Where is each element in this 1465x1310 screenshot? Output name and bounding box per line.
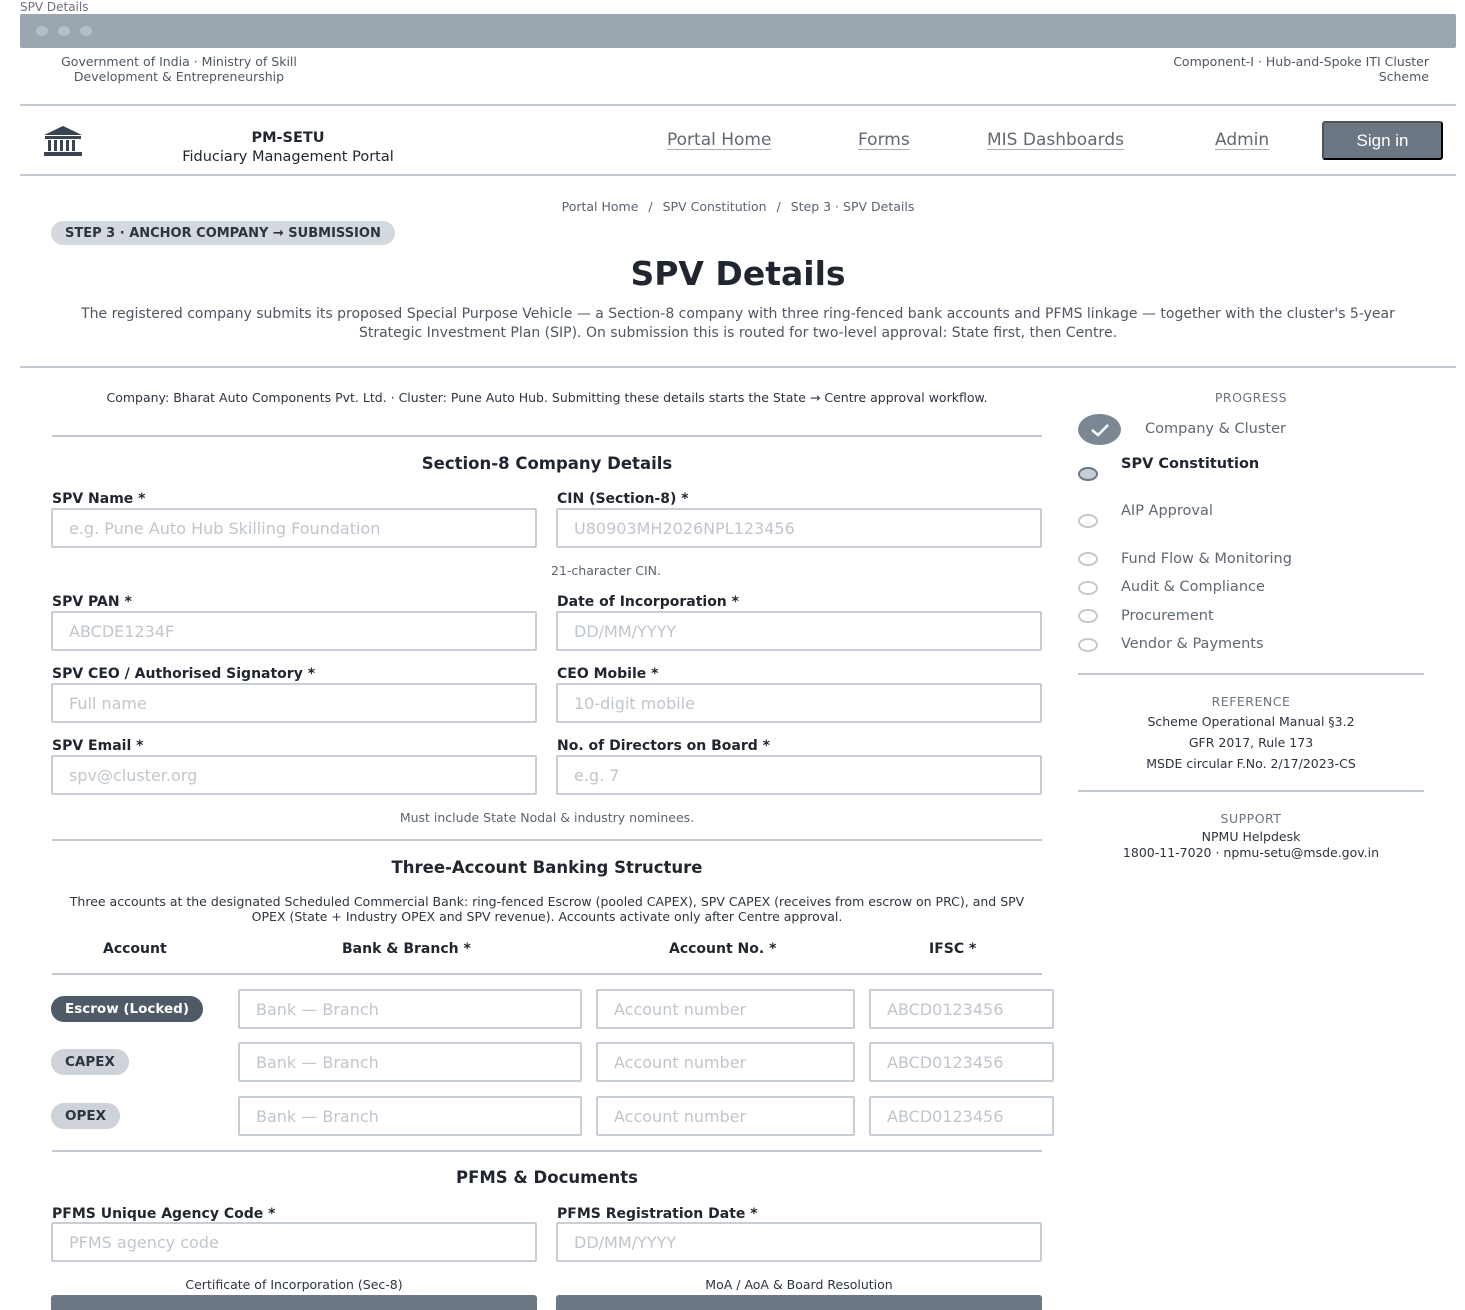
- brand-subtitle: Fiduciary Management Portal: [182, 149, 394, 165]
- account-pill-capex: CAPEX: [51, 1049, 129, 1075]
- window-titlebar: [20, 14, 1456, 48]
- breadcrumb-current: Step 3 · SPV Details: [790, 199, 915, 214]
- reference-title: REFERENCE: [1211, 694, 1291, 709]
- opex-bank-input[interactable]: [238, 1096, 582, 1136]
- spv-email-label: SPV Email *: [52, 738, 144, 754]
- cin-label: CIN (Section-8) *: [557, 491, 689, 507]
- ceo-mobile-input[interactable]: [556, 683, 1042, 723]
- pan-input[interactable]: [51, 611, 537, 651]
- account-pill-escrow: Escrow (Locked): [51, 996, 203, 1022]
- pending-step-icon: [1078, 514, 1098, 528]
- sidebar-divider: [1078, 790, 1424, 792]
- header-divider: [20, 104, 1456, 106]
- progress-step-procurement[interactable]: Procurement: [1121, 608, 1214, 624]
- col-account: Account: [103, 941, 167, 957]
- window-dot-close[interactable]: [36, 26, 48, 36]
- ceo-input[interactable]: [51, 683, 537, 723]
- page-title: SPV Details: [630, 254, 846, 293]
- progress-step-vendor[interactable]: Vendor & Payments: [1121, 636, 1264, 652]
- progress-step-spv[interactable]: SPV Constitution: [1121, 456, 1260, 472]
- banking-intro: Three accounts at the designated Scheduled Commercial Bank: ring-fenced Escrow (pooled CAPEX), SPV CAPEX (receives from escrow on PRC), and SPV OPEX (State + Industry OPEX and SPV revenue). Accounts activate only after Centre approval.: [69, 894, 1025, 924]
- capex-bank-input[interactable]: [238, 1042, 582, 1082]
- breadcrumb-separator: /: [648, 199, 653, 214]
- pfms-date-label: PFMS Registration Date *: [557, 1206, 758, 1222]
- step-badge: STEP 3 · ANCHOR COMPANY → SUBMISSION: [51, 221, 395, 245]
- reference-item: Scheme Operational Manual §3.2: [1147, 714, 1355, 729]
- progress-title: PROGRESS: [1214, 390, 1288, 405]
- directors-label: No. of Directors on Board *: [557, 738, 770, 754]
- reference-item: MSDE circular F.No. 2/17/2023-CS: [1146, 756, 1356, 771]
- sidebar-divider: [1078, 673, 1424, 675]
- progress-step-aip[interactable]: AIP Approval: [1121, 503, 1213, 519]
- account-pill-opex: OPEX: [51, 1103, 120, 1129]
- pfms-heading: PFMS & Documents: [456, 1168, 638, 1187]
- banking-heading: Three-Account Banking Structure: [391, 858, 703, 877]
- ceo-mobile-label: CEO Mobile *: [557, 666, 659, 682]
- pending-step-icon: [1078, 638, 1098, 652]
- escrow-ifsc-input[interactable]: [869, 989, 1054, 1029]
- pending-step-icon: [1078, 609, 1098, 623]
- support-block: [1078, 829, 1424, 861]
- opex-account-input[interactable]: [596, 1096, 855, 1136]
- upload-incorporation-button[interactable]: [51, 1295, 537, 1310]
- pfms-code-label: PFMS Unique Agency Code *: [52, 1206, 276, 1222]
- escrow-bank-input[interactable]: [238, 989, 582, 1029]
- progress-step-company[interactable]: Company & Cluster: [1145, 421, 1286, 437]
- scheme-text: Component-I · Hub-and-Spoke ITI Cluster Scheme: [1173, 54, 1429, 84]
- reference-list: [1078, 711, 1424, 774]
- window-dot-maximize[interactable]: [80, 26, 92, 36]
- doc-moa-label: MoA / AoA & Board Resolution: [705, 1277, 893, 1292]
- capex-ifsc-input[interactable]: [869, 1042, 1054, 1082]
- table-header-divider: [52, 973, 1042, 975]
- ministry-text: Government of India · Ministry of Skill Development & Entrepreneurship: [61, 54, 297, 84]
- opex-ifsc-input[interactable]: [869, 1096, 1054, 1136]
- directors-helper: Must include State Nodal & industry nominees.: [399, 810, 695, 825]
- pending-step-icon: [1078, 581, 1098, 595]
- spv-email-input[interactable]: [51, 755, 537, 795]
- pending-step-icon: [1078, 552, 1098, 566]
- incorporation-date-label: Date of Incorporation *: [557, 594, 739, 610]
- intro-divider: [20, 366, 1456, 368]
- capex-account-input[interactable]: [596, 1042, 855, 1082]
- cin-helper: 21-character CIN.: [551, 563, 661, 578]
- context-note: Company: Bharat Auto Components Pvt. Ltd. · Cluster: Pune Auto Hub. Submitting these details starts the State → Centre approval workflow.: [106, 390, 988, 405]
- progress-step-audit[interactable]: Audit & Compliance: [1121, 579, 1265, 595]
- nav-admin[interactable]: Admin: [1215, 130, 1270, 150]
- ceo-label: SPV CEO / Authorised Signatory *: [52, 666, 316, 682]
- breadcrumb-spv-constitution[interactable]: SPV Constitution: [662, 199, 767, 214]
- escrow-account-input[interactable]: [596, 989, 855, 1029]
- breadcrumb-separator: /: [776, 199, 781, 214]
- portal-brand[interactable]: [160, 130, 416, 165]
- breadcrumb: [0, 199, 1465, 214]
- section-divider: [52, 435, 1042, 437]
- col-ifsc: IFSC *: [929, 941, 977, 957]
- spv-name-input[interactable]: [51, 508, 537, 548]
- nav-portal-home[interactable]: Portal Home: [667, 130, 772, 150]
- pfms-date-input[interactable]: [556, 1222, 1042, 1262]
- current-step-icon: [1078, 467, 1098, 481]
- government-building-icon: [42, 125, 84, 157]
- section-divider: [52, 1150, 1042, 1152]
- nav-forms[interactable]: Forms: [858, 130, 910, 150]
- window-title: SPV Details: [20, 0, 89, 14]
- doc-incorporation-label: Certificate of Incorporation (Sec-8): [185, 1277, 403, 1292]
- nav-divider: [20, 174, 1456, 176]
- section-divider: [52, 839, 1042, 841]
- spv-name-label: SPV Name *: [52, 491, 146, 507]
- support-title: SUPPORT: [1220, 811, 1282, 826]
- upload-moa-button[interactable]: [556, 1295, 1042, 1310]
- nav-mis-dashboards[interactable]: MIS Dashboards: [987, 130, 1124, 150]
- support-contact[interactable]: 1800-11-7020 · npmu-setu@msde.gov.in: [1122, 845, 1380, 860]
- brand-name: PM-SETU: [251, 130, 325, 146]
- sign-in-button[interactable]: Sign in: [1322, 121, 1443, 160]
- breadcrumb-portal-home[interactable]: Portal Home: [561, 199, 639, 214]
- support-helpdesk: NPMU Helpdesk: [1201, 829, 1301, 844]
- col-account-no: Account No. *: [669, 941, 777, 957]
- incorporation-date-input[interactable]: [556, 611, 1042, 651]
- progress-step-fund-flow[interactable]: Fund Flow & Monitoring: [1121, 551, 1292, 567]
- directors-input[interactable]: [556, 755, 1042, 795]
- pan-label: SPV PAN *: [52, 594, 132, 610]
- page-intro: The registered company submits its proposed Special Purpose Vehicle — a Section-8 company with three ring-fenced bank accounts and PFMS linkage — together with the cluster's 5-year Strategic Investment Plan (SIP). On submission this is routed for two-level approval: State first, then Centre.: [81, 306, 1395, 341]
- section8-heading: Section-8 Company Details: [421, 454, 673, 473]
- col-bank-branch: Bank & Branch *: [342, 941, 471, 957]
- window-dot-minimize[interactable]: [58, 26, 70, 36]
- cin-input[interactable]: [556, 508, 1042, 548]
- check-icon: [1078, 414, 1121, 445]
- reference-item: GFR 2017, Rule 173: [1188, 735, 1314, 750]
- pfms-code-input[interactable]: [51, 1222, 537, 1262]
